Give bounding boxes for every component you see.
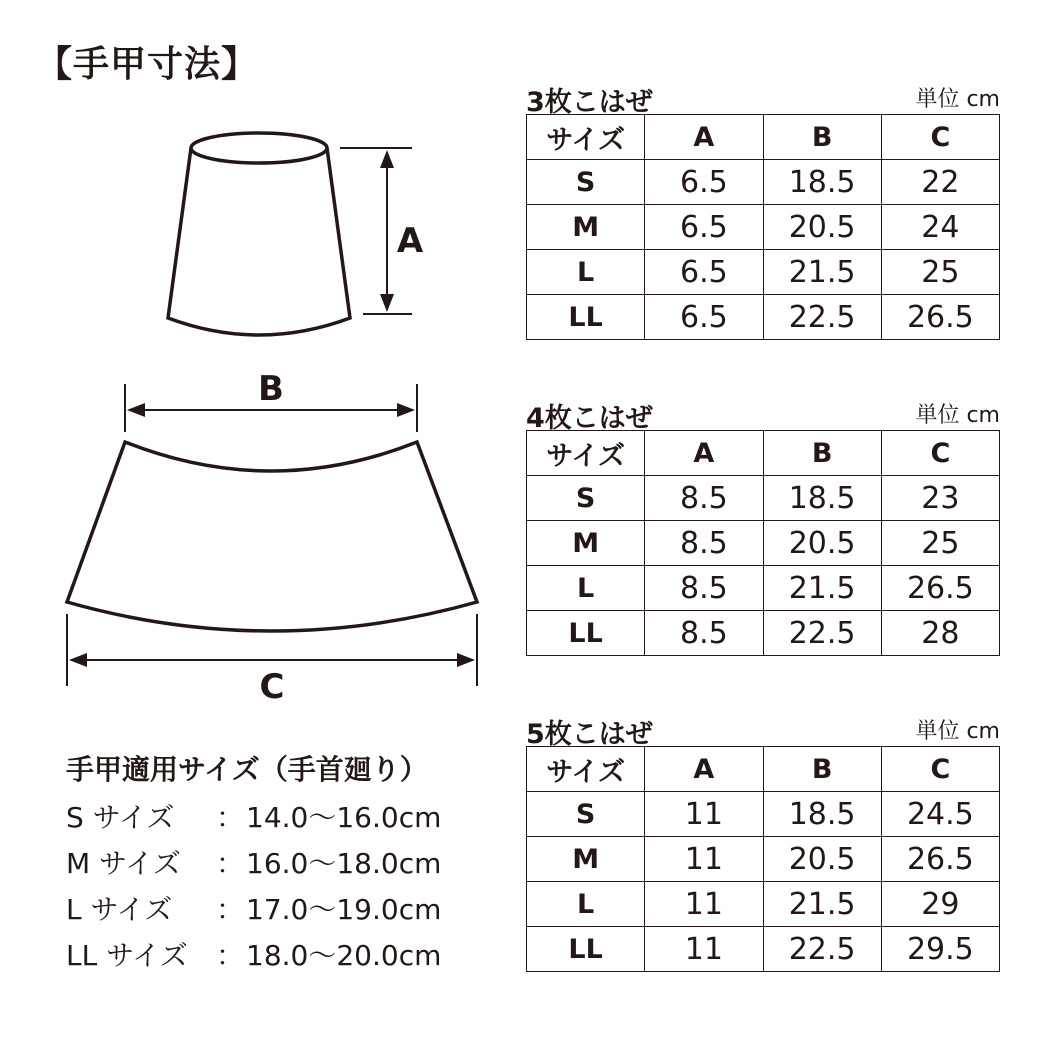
header-cell: B — [763, 431, 881, 476]
value-cell: 11 — [645, 792, 763, 837]
value-cell: 6.5 — [645, 160, 763, 205]
value-cell: 6.5 — [645, 205, 763, 250]
value-cell: 28 — [881, 611, 999, 656]
table-row — [527, 521, 1000, 566]
size-row — [66, 936, 441, 982]
header-cell: A — [645, 431, 763, 476]
value-cell: 8.5 — [645, 476, 763, 521]
value-cell: 20.5 — [763, 521, 881, 566]
header-cell: C — [881, 431, 999, 476]
size-separator: ： — [216, 893, 245, 926]
table-row — [527, 205, 1000, 250]
table-row — [527, 295, 1000, 340]
value-cell: 21.5 — [763, 250, 881, 295]
size-cell: S — [527, 792, 645, 837]
table-unit: 単位 cm — [915, 719, 1000, 744]
value-cell: 18.5 — [763, 792, 881, 837]
size-cell: S — [527, 476, 645, 521]
value-cell: 8.5 — [645, 566, 763, 611]
applicable-sizes — [66, 748, 441, 982]
table-title: 4枚こはぜ — [526, 403, 653, 434]
header-cell: C — [881, 747, 999, 792]
header-cell: B — [763, 115, 881, 160]
page-title: 【手甲寸法】 — [36, 44, 259, 85]
size-range: 16.0〜18.0cm — [246, 847, 442, 880]
value-cell: 29.5 — [881, 927, 999, 972]
header-cell: サイズ — [527, 115, 645, 160]
table-4-kohaze — [526, 396, 1000, 656]
label-b: B — [258, 369, 284, 409]
value-cell: 8.5 — [645, 521, 763, 566]
header-cell: A — [645, 747, 763, 792]
value-cell: 6.5 — [645, 250, 763, 295]
value-cell: 20.5 — [763, 205, 881, 250]
value-cell: 25 — [881, 250, 999, 295]
table-title: 3枚こはぜ — [526, 87, 653, 118]
table-header-row — [527, 747, 1000, 792]
value-cell: 20.5 — [763, 837, 881, 882]
size-cell: LL — [527, 927, 645, 972]
table-unit: 単位 cm — [915, 87, 1000, 112]
value-cell: 29 — [881, 882, 999, 927]
size-range: 14.0〜16.0cm — [246, 801, 442, 834]
size-cell: L — [527, 566, 645, 611]
size-cell: L — [527, 882, 645, 927]
value-cell: 6.5 — [645, 295, 763, 340]
table-row — [527, 792, 1000, 837]
size-row — [66, 844, 441, 890]
size-table — [526, 746, 1000, 972]
table-row — [527, 566, 1000, 611]
size-cell: LL — [527, 295, 645, 340]
size-table — [526, 114, 1000, 340]
label-a: A — [396, 221, 424, 261]
table-5-kohaze — [526, 712, 1000, 972]
value-cell: 22.5 — [763, 295, 881, 340]
value-cell: 18.5 — [763, 160, 881, 205]
value-cell: 26.5 — [881, 837, 999, 882]
value-cell: 11 — [645, 837, 763, 882]
value-cell: 26.5 — [881, 566, 999, 611]
size-cell: LL — [527, 611, 645, 656]
header-cell: サイズ — [527, 431, 645, 476]
header-cell: B — [763, 747, 881, 792]
value-cell: 22.5 — [763, 927, 881, 972]
table-3-kohaze — [526, 80, 1000, 340]
value-cell: 25 — [881, 521, 999, 566]
size-label: S サイズ — [66, 801, 175, 834]
value-cell: 21.5 — [763, 566, 881, 611]
value-cell: 22 — [881, 160, 999, 205]
size-cell: M — [527, 837, 645, 882]
size-separator: ： — [216, 939, 245, 972]
size-row — [66, 798, 441, 844]
table-row — [527, 250, 1000, 295]
value-cell: 24 — [881, 205, 999, 250]
value-cell: 11 — [645, 882, 763, 927]
table-row — [527, 927, 1000, 972]
fan-shape — [67, 442, 477, 631]
size-label: LL サイズ — [66, 939, 188, 972]
value-cell: 22.5 — [763, 611, 881, 656]
table-unit: 単位 cm — [915, 403, 1000, 428]
sizes-heading: 手甲適用サイズ（手首廻り） — [66, 753, 428, 786]
header-cell: A — [645, 115, 763, 160]
cup-shape — [168, 133, 350, 335]
size-label: L サイズ — [66, 893, 173, 926]
table-row — [527, 611, 1000, 656]
table-header-row — [527, 115, 1000, 160]
value-cell: 11 — [645, 927, 763, 972]
size-range: 18.0〜20.0cm — [246, 939, 442, 972]
size-cell: L — [527, 250, 645, 295]
size-cell: M — [527, 205, 645, 250]
table-header-row — [527, 431, 1000, 476]
label-c: C — [259, 667, 285, 707]
table-row — [527, 882, 1000, 927]
size-range: 17.0〜19.0cm — [246, 893, 442, 926]
table-row — [527, 837, 1000, 882]
value-cell: 18.5 — [763, 476, 881, 521]
size-label: M サイズ — [66, 847, 181, 880]
value-cell: 23 — [881, 476, 999, 521]
size-separator: ： — [216, 801, 245, 834]
header-cell: C — [881, 115, 999, 160]
table-title: 5枚こはぜ — [526, 719, 653, 750]
value-cell: 8.5 — [645, 611, 763, 656]
size-row — [66, 890, 441, 936]
size-cell: M — [527, 521, 645, 566]
table-row — [527, 160, 1000, 205]
size-table — [526, 430, 1000, 656]
table-row — [527, 476, 1000, 521]
header-cell: サイズ — [527, 747, 645, 792]
value-cell: 24.5 — [881, 792, 999, 837]
value-cell: 21.5 — [763, 882, 881, 927]
size-cell: S — [527, 160, 645, 205]
size-separator: ： — [216, 847, 245, 880]
value-cell: 26.5 — [881, 295, 999, 340]
